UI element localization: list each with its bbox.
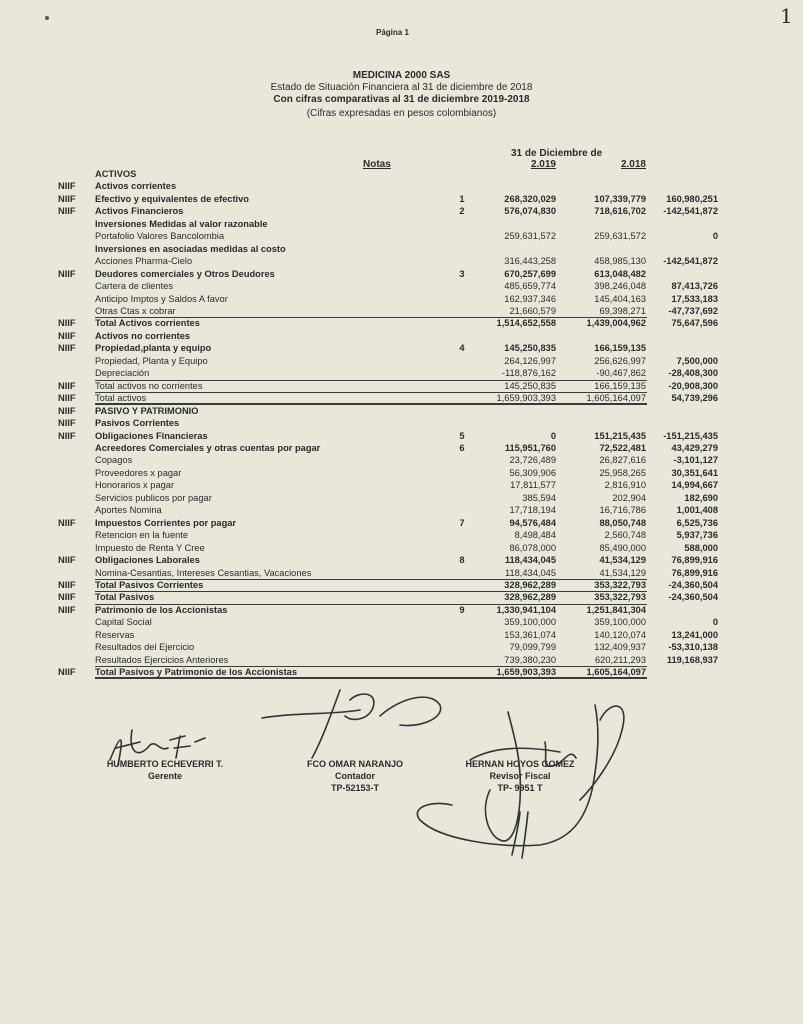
table-row xyxy=(0,330,803,342)
table-row xyxy=(0,492,803,504)
niif-tag: NIIF xyxy=(58,206,76,217)
table-row xyxy=(0,280,803,292)
value-difference: 0 xyxy=(712,617,718,628)
value-2018: 145,404,163 xyxy=(594,293,646,304)
value-difference: 87,413,726 xyxy=(671,281,718,292)
row-label: Efectivo y equivalentes de efectivo xyxy=(95,193,249,204)
niif-tag: NIIF xyxy=(58,604,76,615)
table-row xyxy=(0,218,803,230)
table-row xyxy=(0,255,803,267)
table-row xyxy=(0,168,803,180)
table-row xyxy=(0,529,803,541)
row-label: Impuestos Corrientes por pagar xyxy=(95,517,237,528)
table-row xyxy=(0,342,803,354)
value-2018: 25,958,265 xyxy=(599,467,646,478)
value-2018: 132,409,937 xyxy=(594,642,646,653)
value-2018: 2,816,910 xyxy=(604,480,646,491)
note-number: 6 xyxy=(459,442,465,453)
niif-tag: NIIF xyxy=(58,343,76,354)
value-difference: 7,500,000 xyxy=(676,355,718,366)
value-difference: 43,429,279 xyxy=(671,442,718,453)
niif-tag: NIIF xyxy=(58,405,76,416)
value-difference: 6,525,736 xyxy=(676,517,718,528)
value-2018: 140,120,074 xyxy=(594,629,646,640)
table-row xyxy=(0,666,803,678)
row-label: Total activos no corrientes xyxy=(95,380,203,391)
row-label: Obligaciones Laborales xyxy=(95,555,200,566)
punch-mark xyxy=(45,16,49,20)
value-2018: 2,560,748 xyxy=(604,530,646,541)
table-row xyxy=(0,243,803,255)
value-2019: 670,257,699 xyxy=(504,268,556,279)
note-number: 5 xyxy=(459,430,465,441)
row-label: Total Pasivos y Patrimonio de los Accionistas xyxy=(95,667,298,678)
row-label: Obligaciones Financieras xyxy=(95,430,208,441)
row-label: PASIVO Y PATRIMONIO xyxy=(95,405,199,416)
row-label: Servicios publicos por pagar xyxy=(95,492,212,503)
table-row xyxy=(0,305,803,317)
note-number: 7 xyxy=(459,517,465,528)
value-2019: 576,074,830 xyxy=(504,206,556,217)
year-2019-header: 2.019 xyxy=(530,159,556,170)
value-2018: 69,398,271 xyxy=(599,305,646,316)
table-row xyxy=(0,417,803,429)
value-difference: 76,899,916 xyxy=(671,555,718,566)
value-2019: 0 xyxy=(550,430,556,441)
page-number: Página 1 xyxy=(376,28,409,37)
value-2018: 353,322,793 xyxy=(594,579,646,590)
table-row xyxy=(0,517,803,529)
row-label: Inversiones en asociadas medidas al costo xyxy=(95,243,286,254)
row-label: Honorarios x pagar xyxy=(95,480,175,491)
row-label: Retencion en la fuente xyxy=(95,530,189,541)
row-label: Inversiones Medidas al valor razonable xyxy=(95,218,268,229)
value-2018: 107,339,779 xyxy=(594,193,646,204)
value-difference: -20,908,300 xyxy=(668,380,718,391)
value-difference: 119,168,937 xyxy=(666,654,718,665)
niif-tag: NIIF xyxy=(58,430,76,441)
table-row xyxy=(0,268,803,280)
value-2018: 353,322,793 xyxy=(594,592,646,603)
value-2019: 264,126,997 xyxy=(504,355,556,366)
value-2019: 1,514,652,558 xyxy=(496,318,556,329)
signature-block-gerente xyxy=(90,758,240,782)
value-difference: 1,001,408 xyxy=(676,505,718,516)
value-2019: 118,434,045 xyxy=(504,567,556,578)
value-2018: 1,251,841,304 xyxy=(586,604,646,615)
value-2019: 1,659,903,393 xyxy=(496,393,556,404)
table-row xyxy=(0,193,803,205)
table-row xyxy=(0,205,803,217)
row-label: Copagos xyxy=(95,455,133,466)
value-2018: 1,605,164,097 xyxy=(586,393,646,404)
comparative-title: Con cifras comparativas al 31 de diciembre 2019-2018 xyxy=(273,94,530,105)
niif-tag: NIIF xyxy=(58,579,76,590)
niif-tag: NIIF xyxy=(58,418,76,429)
note-number: 2 xyxy=(459,206,465,217)
value-2019: 145,250,835 xyxy=(504,380,556,391)
table-row xyxy=(0,355,803,367)
signer-license: TP- 9951 T xyxy=(497,783,543,793)
signer-name: HERNAN HOYOS GOMEZ xyxy=(465,759,575,769)
year-2018-header: 2.018 xyxy=(620,159,646,170)
note-number: 9 xyxy=(459,604,465,615)
row-label: Acreedores Comerciales y otras cuentas por pagar xyxy=(95,442,321,453)
value-2019: -118,876,162 xyxy=(501,368,556,379)
value-difference: -47,737,692 xyxy=(668,305,718,316)
value-2019: 328,962,289 xyxy=(504,592,556,603)
signer-name: HUMBERTO ECHEVERRI T. xyxy=(106,759,224,769)
table-row xyxy=(0,392,803,404)
value-difference: 17,533,183 xyxy=(671,293,718,304)
value-2019: 259,631,572 xyxy=(504,231,556,242)
value-2019: 385,594 xyxy=(522,492,556,503)
value-2019: 328,962,289 xyxy=(504,579,556,590)
row-label: Proveedores x pagar xyxy=(95,467,182,478)
value-2019: 86,078,000 xyxy=(509,542,556,553)
value-2018: 398,246,048 xyxy=(594,281,646,292)
value-difference: 75,647,596 xyxy=(671,318,718,329)
row-label: Anticipo Imptos y Saldos A favor xyxy=(95,293,228,304)
niif-tag: NIIF xyxy=(58,193,76,204)
value-2019: 79,099,799 xyxy=(509,642,556,653)
value-2018: 620,211,293 xyxy=(594,654,646,665)
row-label: Capital Social xyxy=(95,617,152,628)
signer-role: Revisor Fiscal xyxy=(489,771,551,781)
niif-tag: NIIF xyxy=(58,393,76,404)
value-2018: 259,631,572 xyxy=(594,231,646,242)
niif-tag: NIIF xyxy=(58,667,76,678)
corner-handwritten-mark: 1 xyxy=(780,4,793,28)
table-row xyxy=(0,180,803,192)
value-difference: 30,351,641 xyxy=(671,467,718,478)
table-row xyxy=(0,604,803,616)
value-difference: -151,215,435 xyxy=(663,430,718,441)
value-2018: 359,100,000 xyxy=(594,617,646,628)
row-label: Impuesto de Renta Y Cree xyxy=(95,542,205,553)
niif-tag: NIIF xyxy=(58,318,76,329)
value-difference: 0 xyxy=(712,231,718,242)
row-label: Acciones Pharma-Cielo xyxy=(95,256,193,267)
row-label: Deudores comerciales y Otros Deudores xyxy=(95,268,275,279)
value-difference: -142,541,872 xyxy=(663,206,718,217)
value-2018: 16,716,786 xyxy=(599,505,646,516)
table-row xyxy=(0,454,803,466)
value-difference: -28,408,300 xyxy=(668,368,718,379)
table-row xyxy=(0,467,803,479)
signer-role: Contador xyxy=(335,771,375,781)
row-label: Activos Financieros xyxy=(95,206,184,217)
niif-tag: NIIF xyxy=(58,592,76,603)
signature-block-contador xyxy=(290,758,420,794)
table-row xyxy=(0,567,803,579)
table-row xyxy=(0,504,803,516)
row-label: Reservas xyxy=(95,629,135,640)
value-2018: 88,050,748 xyxy=(599,517,646,528)
company-name: MEDICINA 2000 SAS xyxy=(352,70,451,81)
niif-tag: NIIF xyxy=(58,380,76,391)
row-label: Pasivos Corrientes xyxy=(95,418,180,429)
value-difference: -24,360,504 xyxy=(668,579,718,590)
value-2019: 94,576,484 xyxy=(509,517,556,528)
table-row xyxy=(0,317,803,329)
signature-block-revisor xyxy=(445,758,595,794)
signer-name: FCO OMAR NARANJO xyxy=(307,759,403,769)
value-2018: 256,626,997 xyxy=(594,355,646,366)
value-2019: 23,726,489 xyxy=(509,455,556,466)
value-2018: 85,490,000 xyxy=(599,542,646,553)
value-2018: 72,522,481 xyxy=(599,442,646,453)
note-number: 1 xyxy=(459,193,465,204)
value-2018: -90,467,862 xyxy=(596,368,646,379)
value-2018: 41,534,129 xyxy=(599,567,646,578)
niif-tag: NIIF xyxy=(58,517,76,528)
value-2018: 1,605,164,097 xyxy=(586,667,646,678)
value-2018: 202,904 xyxy=(612,492,646,503)
value-2019: 8,498,484 xyxy=(514,530,556,541)
value-2019: 56,309,906 xyxy=(509,467,556,478)
table-row xyxy=(0,591,803,603)
table-row xyxy=(0,654,803,666)
value-2018: 166,159,135 xyxy=(594,380,646,391)
row-label: Total Pasivos xyxy=(95,592,155,603)
table-row xyxy=(0,579,803,591)
table-row xyxy=(0,442,803,454)
value-difference: 14,994,667 xyxy=(671,480,718,491)
statement-table xyxy=(0,168,803,679)
note-number: 8 xyxy=(459,555,465,566)
value-2019: 17,811,577 xyxy=(510,480,556,491)
value-2019: 21,660,579 xyxy=(509,305,556,316)
value-2018: 166,159,135 xyxy=(594,343,646,354)
value-difference: 5,937,736 xyxy=(676,530,718,541)
row-label: Otras Ctas x cobrar xyxy=(95,305,176,316)
row-label: Nomina-Cesantias, Intereses Cesantias, Vacaciones xyxy=(95,567,312,578)
value-difference: -3,101,127 xyxy=(673,455,718,466)
value-2019: 739,380,230 xyxy=(504,654,556,665)
table-row xyxy=(0,367,803,379)
signer-role: Gerente xyxy=(147,771,182,781)
row-label: Resultados Ejercicios Anteriores xyxy=(95,654,229,665)
table-row xyxy=(0,430,803,442)
row-label: Activos no corrientes xyxy=(95,330,191,341)
table-row xyxy=(0,230,803,242)
note-number: 4 xyxy=(459,343,465,354)
row-label: Total Activos corrientes xyxy=(95,318,200,329)
row-label: Propiedad, Planta y Equipo xyxy=(95,355,208,366)
table-row xyxy=(0,542,803,554)
niif-tag: NIIF xyxy=(58,555,76,566)
row-label: Total Pasivos Corrientes xyxy=(95,579,204,590)
table-row xyxy=(0,554,803,566)
value-2019: 115,951,760 xyxy=(504,442,556,453)
currency-note: (Cifras expresadas en pesos colombianos) xyxy=(306,108,497,119)
value-2018: 458,985,130 xyxy=(594,256,646,267)
row-label: Aportes Nomina xyxy=(95,505,162,516)
value-2019: 1,659,903,393 xyxy=(496,667,556,678)
table-row xyxy=(0,380,803,392)
value-difference: -53,310,138 xyxy=(668,642,718,653)
value-2019: 162,937,346 xyxy=(504,293,556,304)
table-row xyxy=(0,641,803,653)
table-row xyxy=(0,405,803,417)
table-row xyxy=(0,479,803,491)
value-2019: 145,250,835 xyxy=(504,343,556,354)
value-2019: 118,434,045 xyxy=(504,555,556,566)
value-difference: 160,980,251 xyxy=(666,193,718,204)
value-2019: 1,330,941,104 xyxy=(496,604,556,615)
row-label: Resultados del Ejercicio xyxy=(95,642,195,653)
value-difference: 588,000 xyxy=(684,542,718,553)
value-difference: 13,241,000 xyxy=(671,629,718,640)
value-2019: 153,361,074 xyxy=(504,629,556,640)
value-2018: 151,215,435 xyxy=(594,430,646,441)
row-label: Total activos xyxy=(95,393,147,404)
value-2018: 26,827,616 xyxy=(599,455,646,466)
value-difference: 54,739,296 xyxy=(671,393,718,404)
note-number: 3 xyxy=(459,268,465,279)
signer-license: TP-52153-T xyxy=(330,783,380,793)
row-label: Patrimonio de los Accionistas xyxy=(95,604,228,615)
value-2018: 1,439,004,962 xyxy=(586,318,646,329)
row-label: Depreciación xyxy=(95,368,150,379)
value-2019: 359,100,000 xyxy=(504,617,556,628)
value-2019: 316,443,258 xyxy=(504,256,556,267)
table-row xyxy=(0,629,803,641)
value-2018: 41,534,129 xyxy=(599,555,646,566)
value-difference: 76,899,916 xyxy=(671,567,718,578)
row-label: Propiedad,planta y equipo xyxy=(95,343,212,354)
value-2018: 718,616,702 xyxy=(594,206,646,217)
period-header: 31 de Diciembre de xyxy=(511,148,603,159)
row-label: Cartera de clientes xyxy=(95,281,174,292)
value-2019: 17,718,194 xyxy=(509,505,556,516)
statement-title: Estado de Situación Financiera al 31 de diciembre de 2018 xyxy=(270,82,533,93)
table-row xyxy=(0,616,803,628)
row-label: Activos corrientes xyxy=(95,181,177,192)
value-difference: 182,690 xyxy=(684,492,718,503)
value-2018: 613,048,482 xyxy=(594,268,646,279)
value-2019: 485,659,774 xyxy=(504,281,556,292)
niif-tag: NIIF xyxy=(58,268,76,279)
value-difference: -142,541,872 xyxy=(663,256,718,267)
value-2019: 268,320,029 xyxy=(504,193,556,204)
row-label: ACTIVOS xyxy=(95,169,137,179)
niif-tag: NIIF xyxy=(58,181,76,192)
niif-tag: NIIF xyxy=(58,330,76,341)
row-label: Portafolio Valores Bancolombia xyxy=(95,231,225,242)
table-row xyxy=(0,293,803,305)
notes-column-header: Notas xyxy=(363,159,391,170)
value-difference: -24,360,504 xyxy=(668,592,718,603)
